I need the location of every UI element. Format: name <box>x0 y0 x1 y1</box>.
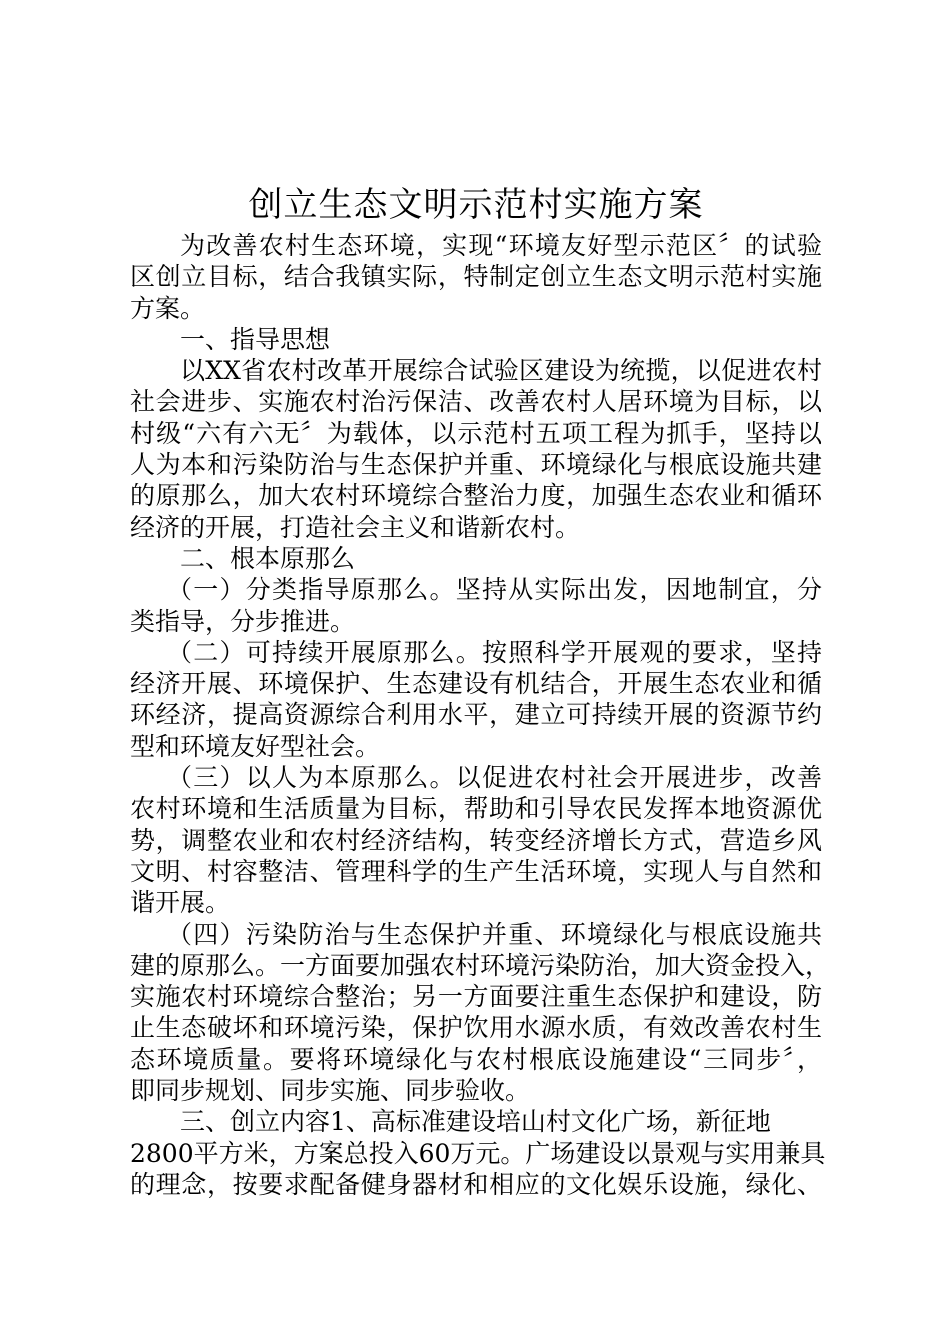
text-line: 文明、村容整洁、管理科学的生产生活环境，实现人与自然和 <box>130 856 822 886</box>
text-line: 环经济，提高资源综合利用水平，建立可持续开展的资源节约 <box>130 700 822 730</box>
principle-3-paragraph <box>130 762 822 918</box>
intro-paragraph <box>130 230 822 324</box>
text-line: 类指导，分步推进。 <box>130 606 356 636</box>
text-line: 社会进步、实施农村治污保洁、改善农村人居环境为目标，以 <box>130 387 822 417</box>
text-line: 区创立目标，结合我镇实际，特制定创立生态文明示范村实施 <box>130 262 822 292</box>
section-heading: 二、根本原那么 <box>180 543 356 573</box>
text-line: 谐开展。 <box>130 888 231 918</box>
principle-2-paragraph <box>130 637 822 762</box>
principle-1-paragraph <box>130 574 822 637</box>
guiding-ideology-paragraph <box>130 355 822 543</box>
text-line: 建的原那么。一方面要加强农村环境污染防治，加大资金投入， <box>130 950 831 980</box>
text-line: 的理念，按要求配备健身器材和相应的文化娱乐设施，绿化、 <box>130 1169 822 1199</box>
text-line: 方案。 <box>130 293 206 323</box>
text-line: 态环境质量。要将环境绿化与农村根底设施建设“三同步〞， <box>130 1044 822 1074</box>
text-line: 型和环境友好型社会。 <box>130 731 381 761</box>
text-line: 实施农村环境综合整治；另一方面要注重生态保护和建设，防 <box>130 982 822 1012</box>
text-line: （四）污染防治与生态保护并重、环境绿化与根底设施共 <box>167 919 822 949</box>
section-heading: 一、指导思想 <box>180 324 331 354</box>
text-line: （三）以人为本原那么。以促进农村社会开展进步，改善 <box>167 763 822 793</box>
principle-4-paragraph <box>130 919 831 1107</box>
text-line: 以XX省农村改革开展综合试验区建设为统揽，以促进农村 <box>180 356 822 386</box>
text-line: 2800平方米，方案总投入60万元。广场建设以景观与实用兼具 <box>130 1138 826 1168</box>
text-line: （二）可持续开展原那么。按照科学开展观的要求，坚持 <box>167 637 822 667</box>
text-line: 的原那么，加大农村环境综合整治力度，加强生态农业和循环 <box>130 481 822 511</box>
text-line: 村级“六有六无〞为载体，以示范村五项工程为抓手，坚持以 <box>130 418 822 448</box>
document-page <box>130 182 831 1200</box>
text-line: 经济的开展，打造社会主义和谐新农村。 <box>130 512 581 542</box>
text-line: 农村环境和生活质量为目标，帮助和引导农民发挥本地资源优 <box>130 794 822 824</box>
text-line: 势，调整农业和农村经济结构，转变经济增长方式，营造乡风 <box>130 825 822 855</box>
text-line: 经济开展、环境保护、生态建设有机结合，开展生态农业和循 <box>130 669 822 699</box>
text-line: 止生态破坏和环境污染，保护饮用水源水质，有效改善农村生 <box>130 1013 822 1043</box>
creation-content-paragraph <box>130 1106 826 1200</box>
text-line: 为改善农村生态环境，实现“环境友好型示范区〞的试验 <box>180 231 822 260</box>
text-line: 人为本和污染防治与生态保护并重、环境绿化与根底设施共建 <box>130 450 822 480</box>
text-line: （一）分类指导原那么。坚持从实际出发，因地制宜，分 <box>167 575 822 605</box>
document-title: 创立生态文明示范村实施方案 <box>248 185 704 225</box>
text-line: 即同步规划、同步实施、同步验收。 <box>130 1076 531 1106</box>
section-heading-guiding-ideology <box>130 324 822 355</box>
section-heading-basic-principles <box>130 543 822 574</box>
text-line: 三、创立内容1、高标准建设培山村文化广场，新征地 <box>180 1107 771 1137</box>
